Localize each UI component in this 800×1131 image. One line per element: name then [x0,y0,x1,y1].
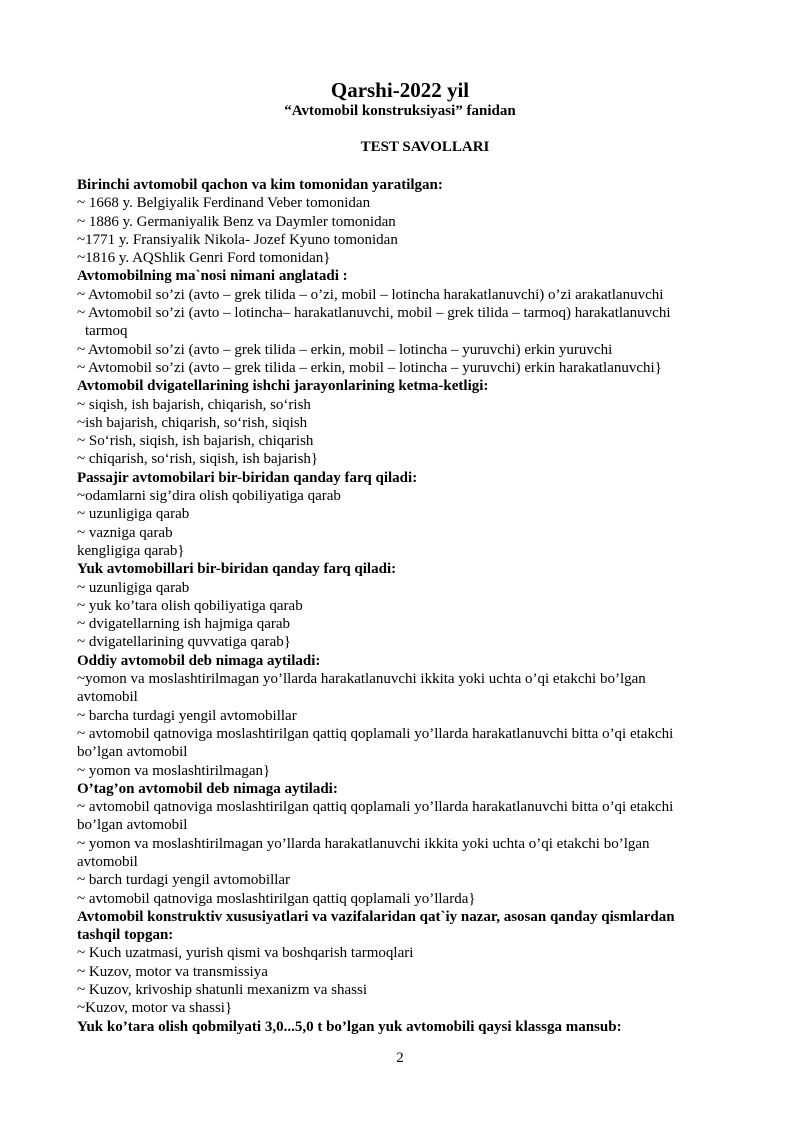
answer-line: ~odamlarni sig’dira olish qobiliyatiga qarab [77,488,341,505]
answer-line: ~ Kuzov, krivoship shatunli mexanizm va shassi [77,982,368,999]
question-line: O’tag’on avtomobil deb nimaga aytiladi: [77,780,338,797]
answer-line: avtomobil [77,689,138,706]
answer-line: ~ yomon va moslashtirilmagan yo’llarda harakatlanuvchi ikkita yoki uchta o’qi etakchi bo’lgan [77,835,650,852]
answer-line: ~ Avtomobil so’zi (avto – lotincha– harakatlanuvchi, mobil – grek tilida – tarmoq) harakatlanuvchi [77,305,671,322]
test-questions-body [77,176,727,1036]
answer-line: ~ uzunligiga qarab [77,579,190,596]
answer-line: ~ siqish, ish bajarish, chiqarish, so‘rish [77,396,311,413]
section-heading: TEST SAVOLLARI [360,139,490,155]
answer-line: ~ avtomobil qatnoviga moslashtirilgan qattiq qoplamali yo’llarda harakatlanuvchi bitta o’qi etakchi [77,799,674,816]
answer-line: ~ dvigatellarining quvvatiga qarab} [77,634,291,651]
question-line: Oddiy avtomobil deb nimaga aytiladi: [77,652,321,669]
answer-line: ~ yuk ko’tara olish qobiliyatiga qarab [77,597,303,614]
answer-line: ~ Kuzov, motor va transmissiya [77,963,268,980]
answer-line: ~ Avtomobil so’zi (avto – grek tilida – erkin, mobil – lotincha – yuruvchi) erkin harakatlanuvchi} [77,359,662,376]
question-line: Birinchi avtomobil qachon va kim tomonidan yaratilgan: [77,177,443,193]
answer-line: ~ So‘rish, siqish, ish bajarish, chiqarish [77,433,314,450]
answer-line: ~ chiqarish, so‘rish, siqish, ish bajarish} [77,451,319,468]
document-title: Qarshi-2022 yil [330,78,470,102]
answer-line: ~ 1668 y. Belgiyalik Ferdinand Veber tomonidan [77,195,371,212]
answer-line: ~ avtomobil qatnoviga moslashtirilgan qattiq qoplamali yo’llarda harakatlanuvchi bitta o’qi etakchi [77,725,674,742]
question-line: Avtomobil dvigatellarining ishchi jarayonlarining ketma-ketligi: [77,378,489,395]
answer-line: ~ avtomobil qatnoviga moslashtirilgan qattiq qoplamali yo’llarda} [77,890,476,907]
answer-line: ~Kuzov, motor va shassi} [77,1000,233,1017]
question-line: Passajir avtomobilari bir-biridan qanday farq qiladi: [77,469,418,486]
answer-line: ~ yomon va moslashtirilmagan} [77,762,271,779]
question-line: tashqil topgan: [77,927,174,944]
question-line: Yuk ko’tara olish qobmilyati 3,0...5,0 t bo’lgan yuk avtomobili qaysi klassga mansub: [77,1018,622,1035]
answer-line: kengligiga qarab} [77,542,185,559]
answer-line: bo’lgan avtomobil [77,744,188,761]
answer-line: ~yomon va moslashtirilmagan yo’llarda harakatlanuvchi ikkita yoki uchta o’qi etakchi bo’lgan [77,671,646,688]
answer-line: avtomobil [77,853,138,870]
answer-line: tarmoq [85,323,128,340]
answer-line: ~ish bajarish, chiqarish, so‘rish, siqish [77,414,308,431]
question-line: Avtomobilning ma`nosi nimani anglatadi : [77,268,348,285]
answer-line: ~ vazniga qarab [77,524,173,541]
answer-line: ~ 1886 y. Germaniyalik Benz va Daymler tomonidan [77,213,396,230]
answer-line: ~ Kuch uzatmasi, yurish qismi va boshqarish tarmoqlari [77,945,414,962]
answer-line: ~1816 y. AQShlik Genri Ford tomonidan} [77,250,331,267]
document-subtitle: “Avtomobil konstruksiyasi” fanidan [284,103,516,119]
answer-line: ~ Avtomobil so’zi (avto – grek tilida – erkin, mobil – lotincha – yuruvchi) erkin yuruvchi [77,341,613,358]
question-line: Avtomobil konstruktiv xususiyatlari va vazifalaridan qat`iy nazar, asosan qanday qismlardan [77,908,675,925]
page-number: 2 [396,1050,404,1066]
answer-line: ~ barcha turdagi yengil avtomobillar [77,707,297,724]
answer-line: ~ uzunligiga qarab [77,506,190,523]
answer-line: ~ Avtomobil so’zi (avto – grek tilida – o’zi, mobil – lotincha harakatlanuvchi) o’zi arakatlanuvchi [77,286,664,303]
answer-line: ~ barch turdagi yengil avtomobillar [77,872,291,889]
answer-line: bo’lgan avtomobil [77,817,188,834]
question-line: Yuk avtomobillari bir-biridan qanday farq qiladi: [77,561,397,578]
answer-line: ~1771 y. Fransiyalik Nikola- Jozef Kyuno tomonidan [77,231,398,248]
answer-line: ~ dvigatellarning ish hajmiga qarab [77,616,291,633]
